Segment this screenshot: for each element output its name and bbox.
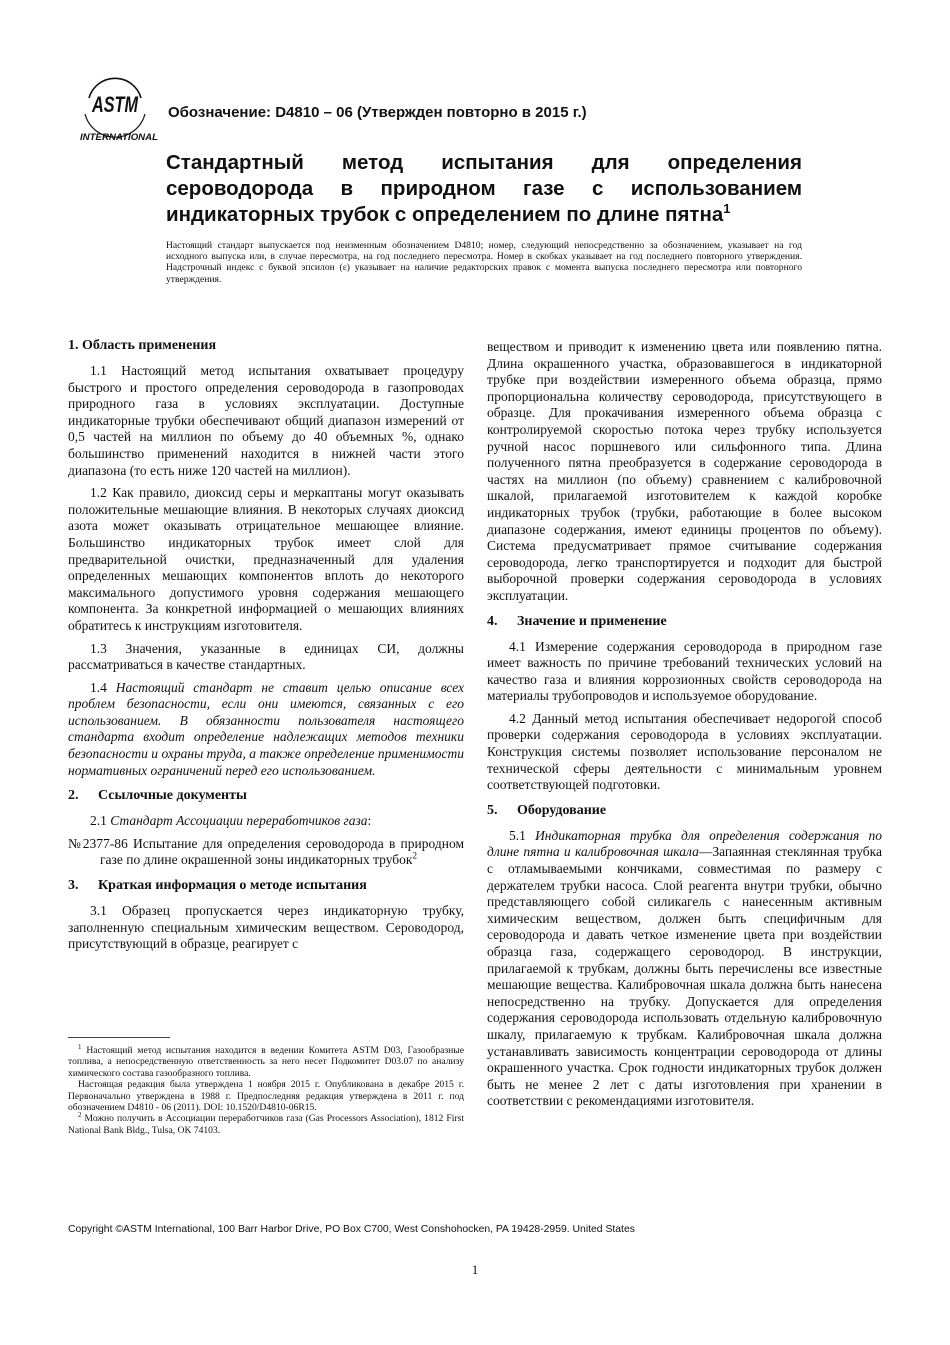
copyright-line: Copyright ©ASTM International, 100 Barr Harbor Drive, PO Box C700, West Conshohocken, PA 19428-2959. United States xyxy=(68,1224,635,1235)
reference-footnote-mark: 2 xyxy=(412,850,417,861)
section-5-number: 5. xyxy=(487,802,498,818)
section-2-title: Ссылочные документы xyxy=(98,788,247,804)
para-5-1-italic: Индикаторная трубка для определения содержания по длине пятна и калибровочная шкала xyxy=(487,827,882,860)
section-3-heading xyxy=(68,877,464,895)
section-3-number: 3. xyxy=(68,878,79,894)
footnotes xyxy=(68,1042,464,1136)
footnote-1-text: Настоящий метод испытания находится в ведении Комитета ASTM D03, Газообразные топлива, а непосредственную ответственность за него несет Подкомитет D03.07 по анализу химического состава газообразного топлива. xyxy=(68,1045,464,1079)
section-4-title: Значение и применение xyxy=(517,613,667,629)
para-1-4-num: 1.4 xyxy=(90,679,116,695)
footnote-1-revision: Настоящая редакция была утверждена 1 ноября 2015 г. Опубликована в декабре 2015 г. Первоначально утверждена в 1988 г. Предпоследняя редакция утверждена в 2011 г. под обозначением D4810 - 06 (2011). DOI: 10.1520/D4810-06R15. xyxy=(68,1079,464,1114)
section-4-heading xyxy=(487,613,882,631)
para-1-2: 1.2 Как правило, диоксид серы и меркаптаны могут оказывать положительные мешающие влияния. В некоторых случаях диоксид азота может оказывать отрицательное мешающее влияние. Большинство индикаторных трубок имеет слой для предварительной очистки, предназначенный для удаления определенных мешающих компонентов вплоть до некоторого максимального допустимого уровня содержания мешающего компонента. За конкретной информацией о мешающих влияниях обратитесь к инструкциям изготовителя. xyxy=(68,485,464,633)
footnote-divider xyxy=(68,1037,170,1038)
right-column xyxy=(487,339,882,1116)
footnote-2 xyxy=(68,1113,464,1136)
para-1-3: 1.3 Значения, указанные в единицах СИ, должны рассматриваться в качестве стандартных. xyxy=(68,640,464,673)
reference-text: №2377-86 Испытание для определения сероводорода в природном газе по длине окрашенной зоны индикаторных трубок xyxy=(68,835,464,868)
section-5-title: Оборудование xyxy=(517,802,607,818)
para-3-1-continued: веществом и приводит к изменению цвета или появлению пятна. Длина окрашенного участка, образовавшегося в индикаторной трубке при воздействии измеренного объема образца, прямо пропорциональна количеству сероводорода, присутствующего в образце. Для прокачивания измеренного объема образца с контролируемой скоростью потока через трубку используется ручной насос поршневого или сильфонного типа. Длина полученного пятна преобразуется в содержание сероводорода в частях на миллион (по объему) сравнением с калибровочной шкалой, прилагаемой изготовителем к каждой коробке индикаторных трубок (трубки, работающие в более высоком диапазоне содержания, имеют единицы процентов по объему). Система предусматривает прямое считывание содержания сероводорода, легко транспортируется и подходит для быстрой выборочной проверки содержания сероводорода в условиях эксплуатации. xyxy=(487,339,882,603)
left-column xyxy=(68,337,464,959)
para-1-4 xyxy=(68,680,464,780)
title-text: Стандартный метод испытания для определения сероводорода в природном газе с использованием индикаторных трубок с определением по длине пятна xyxy=(166,151,802,226)
section-1-heading: 1. Область применения xyxy=(68,338,217,353)
section-4-number: 4. xyxy=(487,613,498,629)
logo-letters: ASTM xyxy=(91,92,139,117)
para-2-1 xyxy=(68,813,464,830)
para-2-1-num: 2.1 xyxy=(90,813,111,829)
logo-subtext: INTERNATIONAL xyxy=(80,132,159,143)
footnote-2-mark: 2 xyxy=(78,1111,82,1120)
section-3-title: Краткая информация о методе испытания xyxy=(98,878,367,894)
footnote-2-text: Можно получить в Ассоциации переработчиков газа (Gas Processors Association), 1812 First National Bank Bldg., Tulsa, OK 74103. xyxy=(68,1113,464,1136)
section-2-heading xyxy=(68,787,464,805)
page-number: 1 xyxy=(471,1262,479,1277)
document-title xyxy=(166,150,802,228)
para-2-1-text: Стандарт Ассоциации переработчиков газа xyxy=(110,813,368,829)
para-5-1-num: 5.1 xyxy=(509,827,536,843)
para-4-2: 4.2 Данный метод испытания обеспечивает недорогой способ проверки содержания сероводорода в условиях эксплуатации. Конструкция системы позволяет использование персоналом не технической сферы деятельности с минимальным уровнем соответствующей подготовки. xyxy=(487,710,882,793)
reference-gpa-2377 xyxy=(68,836,464,869)
preface-note: Настоящий стандарт выпускается под неизменным обозначением D4810; номер, следующий непосредственно за обозначением, указывает на год исходного выпуска или, в случае пересмотра, на год последнего пересмотра. Номер в скобках указывает на год последнего повторного утверждения. Надстрочный индекс с буквой эпсилон (ε) указывает на наличие редакторских правок с момента выпуска последнего пересмотра или повторного утверждения. xyxy=(166,240,802,285)
title-footnote-mark: 1 xyxy=(723,201,731,217)
section-5-heading xyxy=(487,802,882,820)
standard-designation: Обозначение: D4810 – 06 (Утвержден повторно в 2015 г.) xyxy=(168,104,587,121)
footnote-1-mark: 1 xyxy=(78,1042,82,1051)
footnote-1 xyxy=(68,1042,464,1079)
para-2-1-colon: : xyxy=(367,813,372,829)
para-1-1: 1.1 Настоящий метод испытания охватывает процедуру быстрого и простого определения сероводорода в газопроводах природного газа в условиях эксплуатации. Доступные индикаторные трубки обеспечивают общий диапазон измерений от 0,5 частей на миллион по объему до 40 объемных %, однако большинство применений находится в нижней части этого диапазона (то есть ниже 120 частей на миллион). xyxy=(68,363,464,478)
para-4-1: 4.1 Измерение содержания сероводорода в природном газе имеет важность по причине требований технических условий на качество газа и влияния коррозионных свойств сероводорода на материалы трубопроводов и используемое оборудование. xyxy=(487,638,882,704)
astm-logo xyxy=(77,70,159,144)
section-2-number: 2. xyxy=(68,788,79,804)
para-5-1-text: —Запаянная стеклянная трубка с отламываемыми кончиками, совместимая по размеру с держателем трубки насоса. Слой реагента внутри трубки, обычно представляющего собой силикагель с нанесенным активным химическим веществом, должен быть специфичным для сероводорода и давать четкое изменение цвета при воздействии образца газа, содержащего сероводород. В инструкции, прилагаемой к трубкам, должны быть перечислены все известные мешающие вещества. Калибровочная шкала должна быть нанесена непосредственно на трубку. Допускается для определения содержания сероводорода использовать отдельную калибровочную шкалу, прилагаемую к трубкам. Калибровочная шкала должна устанавливать зависимость концентрации сероводорода от длины окрашенного участка. Срок годности индикаторных трубок должен быть не менее 2 лет с даты изготовления при хранении в соответствии с рекомендациями изготовителя. xyxy=(487,844,883,1109)
para-3-1-start: 3.1 Образец пропускается через индикаторную трубку, заполненную специальным химическим веществом. Сероводород, присутствующий в образце, реагирует с xyxy=(68,903,464,952)
para-1-4-text: Настоящий стандарт не ставит целью описание всех проблем безопасности, если они имеются, связанных с его использованием. В обязанности пользователя настоящего стандарта входит определение надлежащих методов техники безопасности и охраны труда, а также определение применимости нормативных ограничений перед его использованием. xyxy=(68,679,465,778)
para-5-1 xyxy=(487,828,882,1110)
